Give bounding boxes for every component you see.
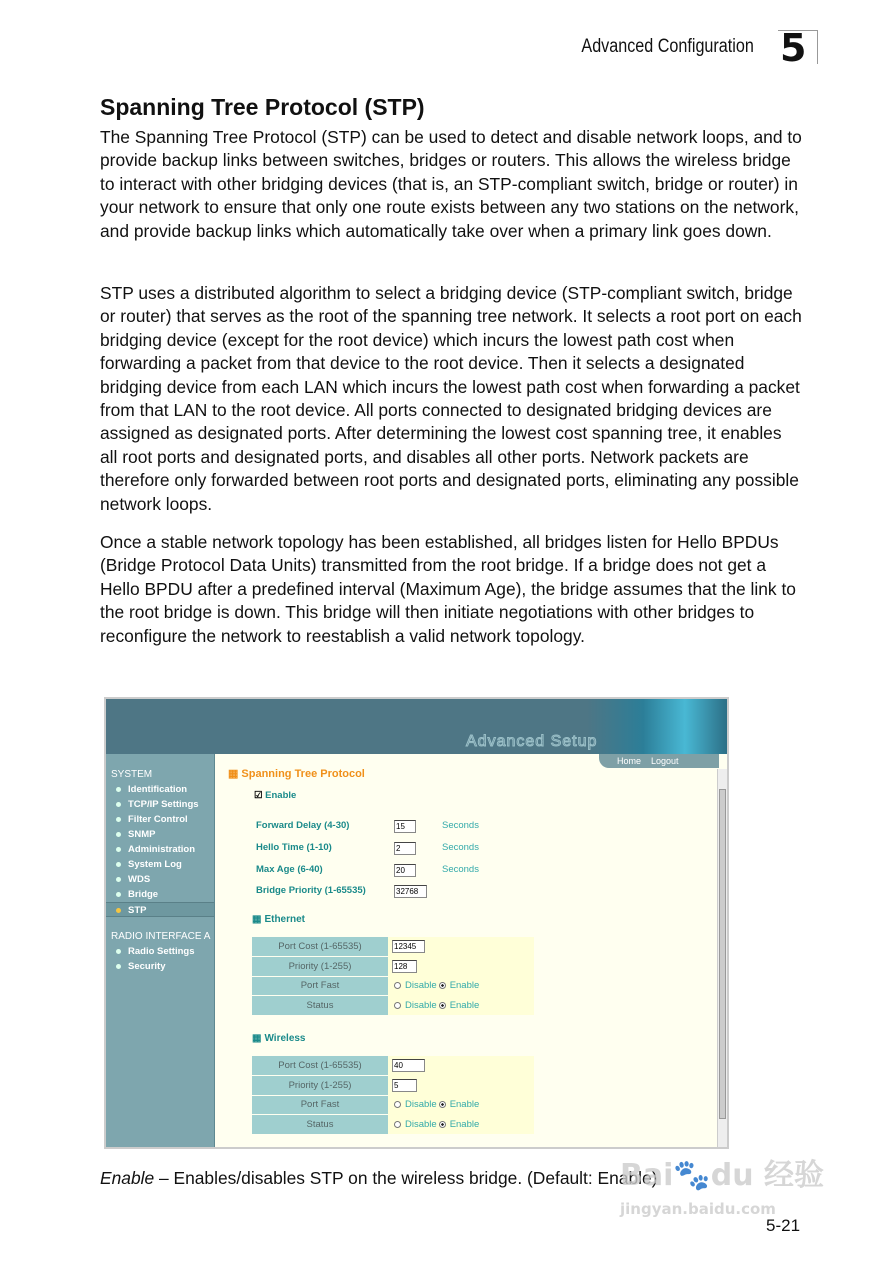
eth-status-disable-radio[interactable] bbox=[394, 1002, 401, 1009]
content bbox=[216, 754, 717, 1147]
watermark-logo: Bai🐾du 经验 jingyan.baidu.com bbox=[620, 1158, 825, 1218]
banner-image bbox=[587, 699, 727, 754]
radio-label: Disable bbox=[405, 999, 437, 1011]
sidebar-item-bridge[interactable]: Bridge bbox=[106, 887, 214, 902]
ethernet-heading-text: Ethernet bbox=[264, 914, 306, 925]
sidebar-item-identification[interactable]: Identification bbox=[106, 782, 214, 797]
forward-delay-label: Forward Delay (4-30) bbox=[256, 820, 350, 831]
ethernet-table bbox=[252, 937, 534, 1016]
sidebar-section-radio: RADIO INTERFACE A bbox=[111, 931, 211, 942]
wireless-table bbox=[252, 1056, 534, 1135]
page-heading: ▦ Spanning Tree Protocol bbox=[228, 768, 365, 780]
max-age-label: Max Age (6-40) bbox=[256, 864, 323, 875]
paragraph-2: STP uses a distributed algorithm to select a bridging device (STP-compliant switch, bridge or router) that serves as the root of the spanning tree network. It selects a root port on each bridging device (except for the root device) which incurs the lowest path cost when forwarding a packet from that device to the root device. Then it selects a designated bridging device from each LAN which incurs the lowest path cost when forwarding a packet from that LAN to the root device. All ports connected to designated bridging devices are assigned as designated ports. After determining the lowest cost spanning tree, it enables all root ports and designated ports, and disables all other ports. Network packets are therefore only forwarded between root ports and designated ports, eliminating any possible network loops. bbox=[100, 283, 802, 514]
page-number: 5-21 bbox=[766, 1216, 801, 1235]
stp-screenshot bbox=[104, 697, 729, 1149]
scrollbar[interactable] bbox=[717, 769, 727, 1147]
ethernet-heading: ▦ Ethernet bbox=[252, 914, 306, 925]
eth-port-fast-enable-radio[interactable] bbox=[439, 982, 446, 989]
hello-time-label: Hello Time (1-10) bbox=[256, 842, 332, 853]
wl-priority-input[interactable]: 5 bbox=[392, 1079, 417, 1092]
max-age-input[interactable]: 20 bbox=[394, 864, 416, 877]
paragraph-3: Once a stable network topology has been established, all bridges listen for Hello BPDUs (Bridge Protocol Data Units) transmitted from the root bridge. If a bridge does not get a Hello BPDU after a predefined interval (Maximum Age), the bridge assumes that the link to the root bridge is down. This bridge will then initiate negotiations with other bridges to reconfigure the network to reestablish a valid network topology. bbox=[100, 532, 796, 646]
scrollbar-thumb[interactable] bbox=[719, 789, 726, 1119]
sidebar-section-system: SYSTEM bbox=[111, 769, 153, 780]
banner bbox=[106, 699, 727, 754]
eth-priority-input[interactable]: 128 bbox=[392, 960, 417, 973]
eth-status-label: Status bbox=[252, 996, 388, 1016]
forward-delay-unit: Seconds bbox=[442, 820, 479, 831]
forward-delay-input[interactable]: 15 bbox=[394, 820, 416, 833]
sidebar-item-radio-settings[interactable]: Radio Settings bbox=[106, 944, 214, 959]
bridge-priority-input[interactable]: 32768 bbox=[394, 885, 427, 898]
wireless-heading-text: Wireless bbox=[264, 1033, 306, 1044]
eth-port-cost-label: Port Cost (1-65535) bbox=[252, 937, 388, 957]
eth-port-fast-disable-radio[interactable] bbox=[394, 982, 401, 989]
sidebar-item-filter-control[interactable]: Filter Control bbox=[106, 812, 214, 827]
hello-time-unit: Seconds bbox=[442, 842, 479, 853]
enable-label: Enable bbox=[265, 790, 297, 801]
wl-port-fast-disable-radio[interactable] bbox=[394, 1101, 401, 1108]
sidebar-item-administration[interactable]: Administration bbox=[106, 842, 214, 857]
logout-link[interactable]: Logout bbox=[651, 756, 679, 766]
section-title: Spanning Tree Protocol (STP) bbox=[100, 94, 425, 120]
running-header: Advanced Configuration bbox=[581, 36, 754, 57]
radio-label: Disable bbox=[405, 980, 437, 992]
eth-port-fast-label: Port Fast bbox=[252, 976, 388, 996]
radio-label: Disable bbox=[405, 1118, 437, 1130]
max-age-unit: Seconds bbox=[442, 864, 479, 875]
eth-priority-label: Priority (1-255) bbox=[252, 957, 388, 977]
sidebar-item-tcpip[interactable]: TCP/IP Settings bbox=[106, 797, 214, 812]
wl-priority-label: Priority (1-255) bbox=[252, 1076, 388, 1096]
hello-time-input[interactable]: 2 bbox=[394, 842, 416, 855]
page-heading-text: Spanning Tree Protocol bbox=[241, 768, 365, 780]
chapter-number: 5 bbox=[778, 30, 818, 64]
sidebar-item-snmp[interactable]: SNMP bbox=[106, 827, 214, 842]
sidebar bbox=[106, 754, 215, 1147]
bridge-priority-label: Bridge Priority (1-65535) bbox=[256, 885, 366, 896]
eth-status-enable-radio[interactable] bbox=[439, 1002, 446, 1009]
radio-label: Enable bbox=[449, 980, 480, 992]
radio-label: Enable bbox=[449, 1118, 480, 1130]
sidebar-item-stp[interactable]: STP bbox=[106, 902, 214, 917]
paragraph-1: The Spanning Tree Protocol (STP) can be used to detect and disable network loops, and to provide backup links between switches, bridges or routers. This allows the wireless bridge to interact with other bridging devices (that is, an STP-compliant switch, bridge or router) in your network to ensure that only one route exists between any two stations on the network, and provide backup links which automatically take over when a primary link goes down. bbox=[100, 127, 802, 241]
sidebar-item-wds[interactable]: WDS bbox=[106, 872, 214, 887]
wl-status-disable-radio[interactable] bbox=[394, 1121, 401, 1128]
wl-port-cost-input[interactable]: 40 bbox=[392, 1059, 425, 1072]
wl-port-cost-label: Port Cost (1-65535) bbox=[252, 1056, 388, 1076]
wireless-heading: ▦ Wireless bbox=[252, 1033, 306, 1044]
radio-label: Enable bbox=[449, 999, 480, 1011]
sidebar-item-system-log[interactable]: System Log bbox=[106, 857, 214, 872]
home-link[interactable]: Home bbox=[617, 756, 642, 766]
eth-port-cost-input[interactable]: 12345 bbox=[392, 940, 425, 953]
radio-label: Enable bbox=[449, 1099, 480, 1111]
radio-label: Disable bbox=[405, 1099, 437, 1111]
footnote-desc: – Enables/disables STP on the wireless bridge. (Default: Enable) bbox=[154, 1168, 658, 1188]
sidebar-item-security[interactable]: Security bbox=[106, 959, 214, 974]
footnote bbox=[100, 1168, 657, 1189]
banner-title: Advanced Setup bbox=[466, 733, 598, 750]
footnote-term: Enable bbox=[100, 1168, 155, 1188]
wl-status-label: Status bbox=[252, 1115, 388, 1135]
wl-port-fast-enable-radio[interactable] bbox=[439, 1101, 446, 1108]
enable-checkbox[interactable]: ☑ Enable bbox=[254, 790, 297, 801]
wl-status-enable-radio[interactable] bbox=[439, 1121, 446, 1128]
wl-port-fast-label: Port Fast bbox=[252, 1095, 388, 1115]
